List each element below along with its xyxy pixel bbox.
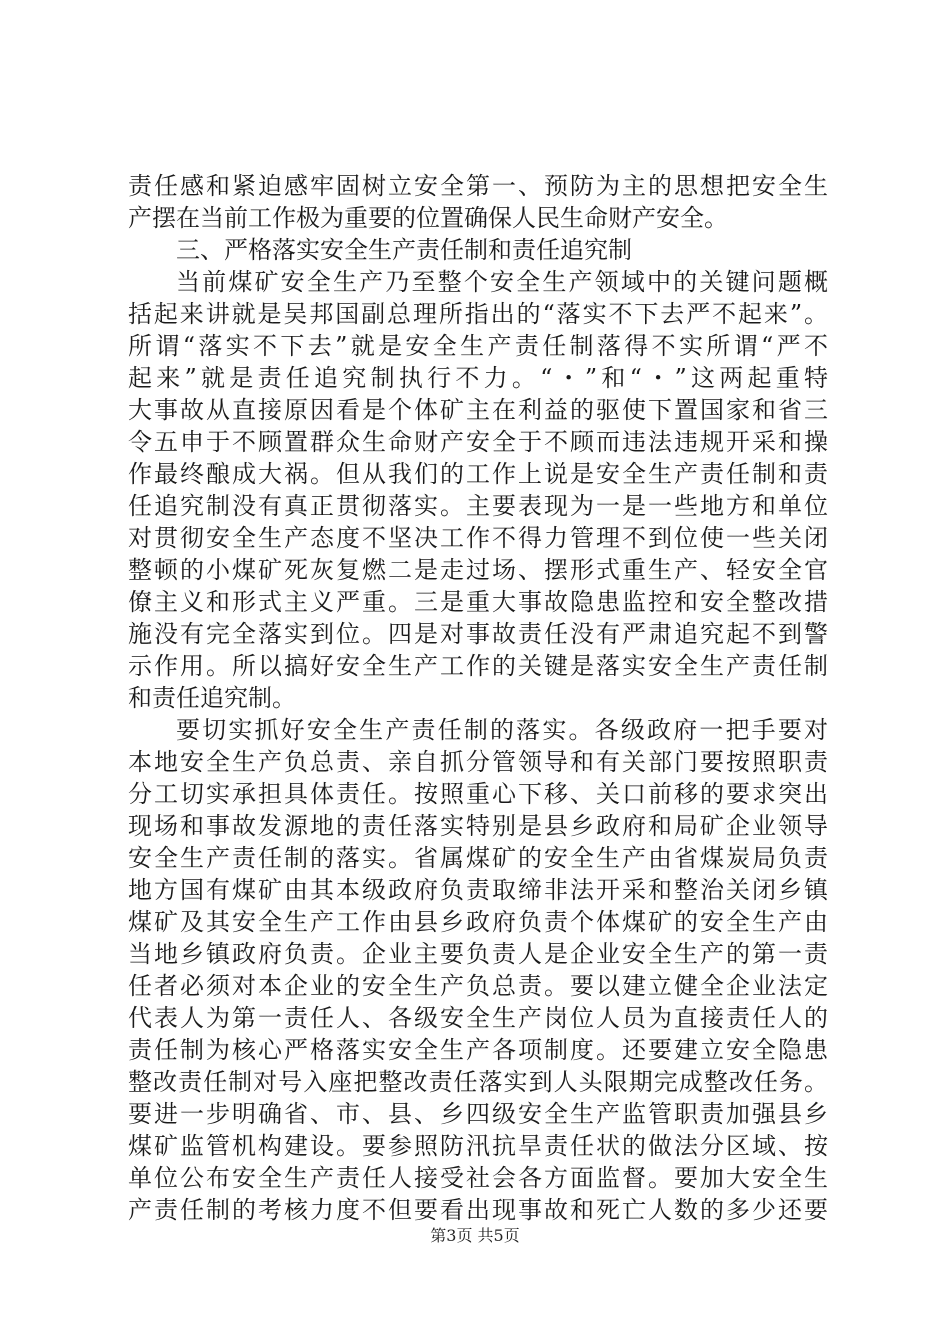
paragraph-line: 整顿的小煤矿死灰复燃二是走过场、摆形式重生产、轻安全官 — [128, 556, 828, 584]
paragraph-line: 现场和事故发源地的责任落实特别是县乡政府和局矿企业领导 — [128, 812, 828, 840]
paragraph-line: 令五申于不顾置群众生命财产安全于不顾而违法违规开采和操 — [128, 428, 828, 456]
paragraph-line: 地方国有煤矿由其本级政府负责取缔非法开采和整治关闭乡镇 — [128, 876, 828, 904]
paragraph-line: 分工切实承担具体责任。按照重心下移、关口前移的要求突出 — [128, 780, 828, 808]
document-body — [128, 170, 828, 1226]
paragraph-line: 任追究制没有真正贯彻落实。主要表现为一是一些地方和单位 — [128, 492, 828, 520]
paragraph-line: 任者必须对本企业的安全生产负总责。要以建立健全企业法定 — [128, 972, 828, 1000]
paragraph-line: 责任感和紧迫感牢固树立安全第一、预防为主的思想把安全生 — [128, 172, 828, 200]
paragraph-line: 煤矿及其安全生产工作由县乡政府负责个体煤矿的安全生产由 — [128, 908, 828, 936]
paragraph-line: 整改责任制对号入座把整改责任落实到人头限期完成整改任务。 — [128, 1068, 828, 1096]
paragraph-line: 产摆在当前工作极为重要的位置确保人民生命财产安全。 — [128, 204, 728, 232]
paragraph-line: 当地乡镇政府负责。企业主要负责人是企业安全生产的第一责 — [128, 940, 828, 968]
paragraph-line: 当前煤矿安全生产乃至整个安全生产领域中的关键问题概 — [176, 268, 828, 296]
paragraph-line: 要进一步明确省、市、县、乡四级安全生产监管职责加强县乡 — [128, 1100, 828, 1128]
paragraph-line: 和责任追究制。 — [128, 684, 296, 712]
paragraph-line: 单位公布安全生产责任人接受社会各方面监督。要加大安全生 — [128, 1164, 828, 1192]
paragraph-line: 产责任制的考核力度不但要看出现事故和死亡人数的多少还要 — [128, 1196, 828, 1224]
paragraph-line: 大事故从直接原因看是个体矿主在利益的驱使下置国家和省三 — [128, 396, 828, 424]
section-heading: 三、严格落实安全生产责任制和责任追究制 — [176, 236, 632, 264]
page-number: 第3页 共5页 — [430, 1226, 520, 1245]
paragraph-line: 代表人为第一责任人、各级安全生产岗位人员为直接责任人的 — [128, 1004, 828, 1032]
paragraph-line: 括起来讲就是吴邦国副总理所指出的“落实不下去严不起来”。 — [128, 300, 828, 328]
paragraph-line: 安全生产责任制的落实。省属煤矿的安全生产由省煤炭局负责 — [128, 844, 828, 872]
paragraph-line: 对贯彻安全生产态度不坚决工作不得力管理不到位使一些关闭 — [128, 524, 828, 552]
paragraph-line: 示作用。所以搞好安全生产工作的关键是落实安全生产责任制 — [128, 652, 828, 680]
paragraph-line: 作最终酿成大祸。但从我们的工作上说是安全生产责任制和责 — [128, 460, 828, 488]
paragraph-line: 施没有完全落实到位。四是对事故责任没有严肃追究起不到警 — [128, 620, 828, 648]
paragraph-line: 煤矿监管机构建设。要参照防汛抗旱责任状的做法分区域、按 — [128, 1132, 828, 1160]
paragraph-line: 僚主义和形式主义严重。三是重大事故隐患监控和安全整改措 — [128, 588, 828, 616]
paragraph-line: 本地安全生产负总责、亲自抓分管领导和有关部门要按照职责 — [128, 748, 828, 776]
paragraph-line: 起来”就是责任追究制执行不力。“・”和“・”这两起重特 — [128, 364, 828, 392]
paragraph-line: 所谓“落实不下去”就是安全生产责任制落得不实所谓“严不 — [128, 332, 828, 360]
paragraph-line: 要切实抓好安全生产责任制的落实。各级政府一把手要对 — [176, 716, 828, 744]
paragraph-line: 责任制为核心严格落实安全生产各项制度。还要建立安全隐患 — [128, 1036, 828, 1064]
